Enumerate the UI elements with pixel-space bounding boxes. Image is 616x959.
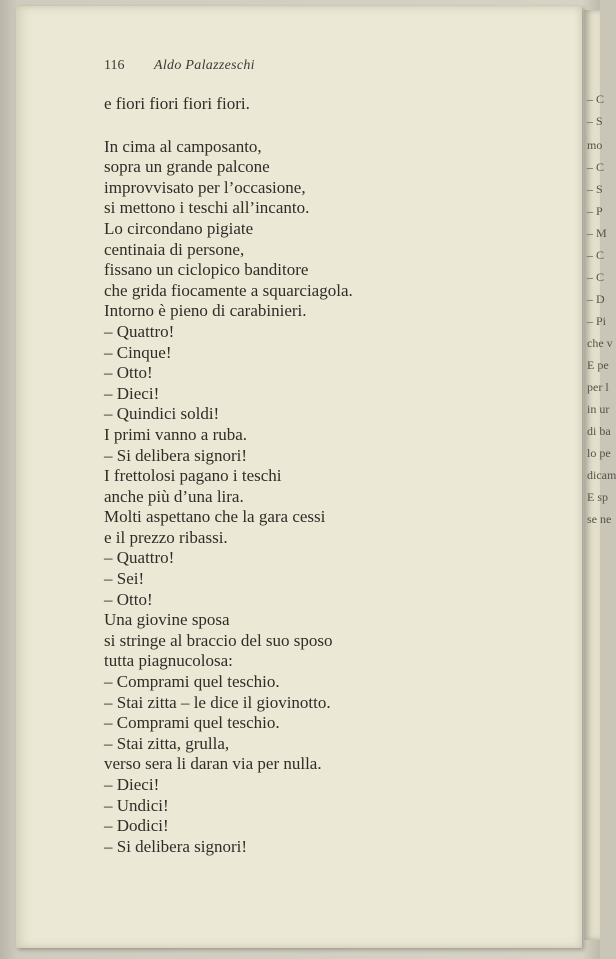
adjacent-page-fragment: di ba: [587, 424, 611, 438]
poem-line: Una giovine sposa: [104, 610, 230, 630]
adjacent-page-fragment: – C: [587, 270, 605, 284]
poem-line: centinaia di persone,: [104, 239, 245, 259]
running-header: [104, 58, 255, 74]
adjacent-page-fragment: – C: [587, 92, 605, 106]
stanza: [104, 137, 584, 858]
poem-line: – Stai zitta – le dice il giovinotto.: [104, 692, 331, 712]
poem-line: – Undici!: [104, 795, 169, 815]
poem-line: verso sera li daran via per nulla.: [104, 754, 322, 774]
adjacent-page-fragment: – M: [587, 226, 607, 240]
poem-line: I primi vanno a ruba.: [104, 424, 248, 444]
poem-line: Intorno è pieno di carabinieri.: [104, 301, 307, 321]
poem-line: – Quindici soldi!: [104, 404, 220, 424]
poem-line: Molti aspettano che la gara cessi: [104, 507, 326, 527]
poem-line: – Otto!: [104, 363, 153, 383]
poem-line: – Dodici!: [104, 816, 169, 836]
adjacent-page-fragment: E pe: [587, 358, 609, 372]
book-page: [16, 6, 582, 948]
poem-line: improvvisato per l’occasione,: [104, 177, 306, 197]
adjacent-page-fragment: se ne: [587, 512, 612, 526]
poem-line: e fiori fiori fiori fiori.: [104, 94, 250, 113]
poem-line: – Comprami quel teschio.: [104, 713, 280, 733]
adjacent-page-fragment: mo: [587, 138, 603, 152]
author-name: Aldo Palazzeschi: [153, 58, 255, 73]
adjacent-page-fragment: – P: [587, 204, 603, 218]
adjacent-page-fragment: – C: [587, 248, 605, 262]
poem-text: [104, 94, 584, 857]
poem-line: – Stai zitta, grulla,: [104, 733, 230, 753]
adjacent-page-fragment: lo pe: [587, 446, 611, 460]
adjacent-page-fragment: che v: [587, 336, 613, 350]
poem-line: sopra un grande palcone: [104, 157, 270, 177]
poem-line: – Si delibera signori!: [104, 836, 248, 856]
poem-line: – Quattro!: [104, 548, 175, 568]
poem-line: – Otto!: [104, 589, 153, 609]
adjacent-page-fragment: dicam: [587, 468, 616, 482]
poem-line: In cima al camposanto,: [104, 136, 262, 156]
adjacent-page-edge: [584, 10, 616, 940]
page-number: 116: [104, 58, 125, 73]
adjacent-page-fragment: – Pi: [587, 314, 607, 328]
adjacent-page-fragment: E sp: [587, 490, 608, 504]
adjacent-page-fragment: per l: [587, 380, 609, 394]
adjacent-page-fragment: – C: [587, 160, 605, 174]
adjacent-page-fragment: – D: [587, 292, 605, 306]
poem-line: – Sei!: [104, 569, 145, 589]
poem-line: – Comprami quel teschio.: [104, 672, 280, 692]
poem-line: Lo circondano pigiate: [104, 218, 254, 238]
stanza-break: [104, 115, 584, 137]
poem-line: che grida fiocamente a squarciagola.: [104, 280, 353, 300]
adjacent-page-fragment: in ur: [587, 402, 610, 416]
poem-line: – Dieci!: [104, 383, 160, 403]
adjacent-page-fragment: – S: [587, 114, 603, 128]
adjacent-page-fragment: – S: [587, 182, 603, 196]
poem-line: tutta piagnucolosa:: [104, 651, 233, 671]
poem-line: anche più d’una lira.: [104, 486, 244, 506]
stanza: [104, 94, 584, 115]
poem-line: – Cinque!: [104, 342, 172, 362]
poem-line: – Si delibera signori!: [104, 445, 248, 465]
poem-line: I frettolosi pagano i teschi: [104, 466, 282, 486]
poem-line: fissano un ciclopico banditore: [104, 260, 309, 280]
poem-line: si stringe al braccio del suo sposo: [104, 630, 333, 650]
poem-line: – Quattro!: [104, 321, 175, 341]
poem-line: si mettono i teschi all’incanto.: [104, 198, 310, 218]
poem-line: e il prezzo ribassi.: [104, 527, 228, 547]
poem-line: – Dieci!: [104, 775, 160, 794]
